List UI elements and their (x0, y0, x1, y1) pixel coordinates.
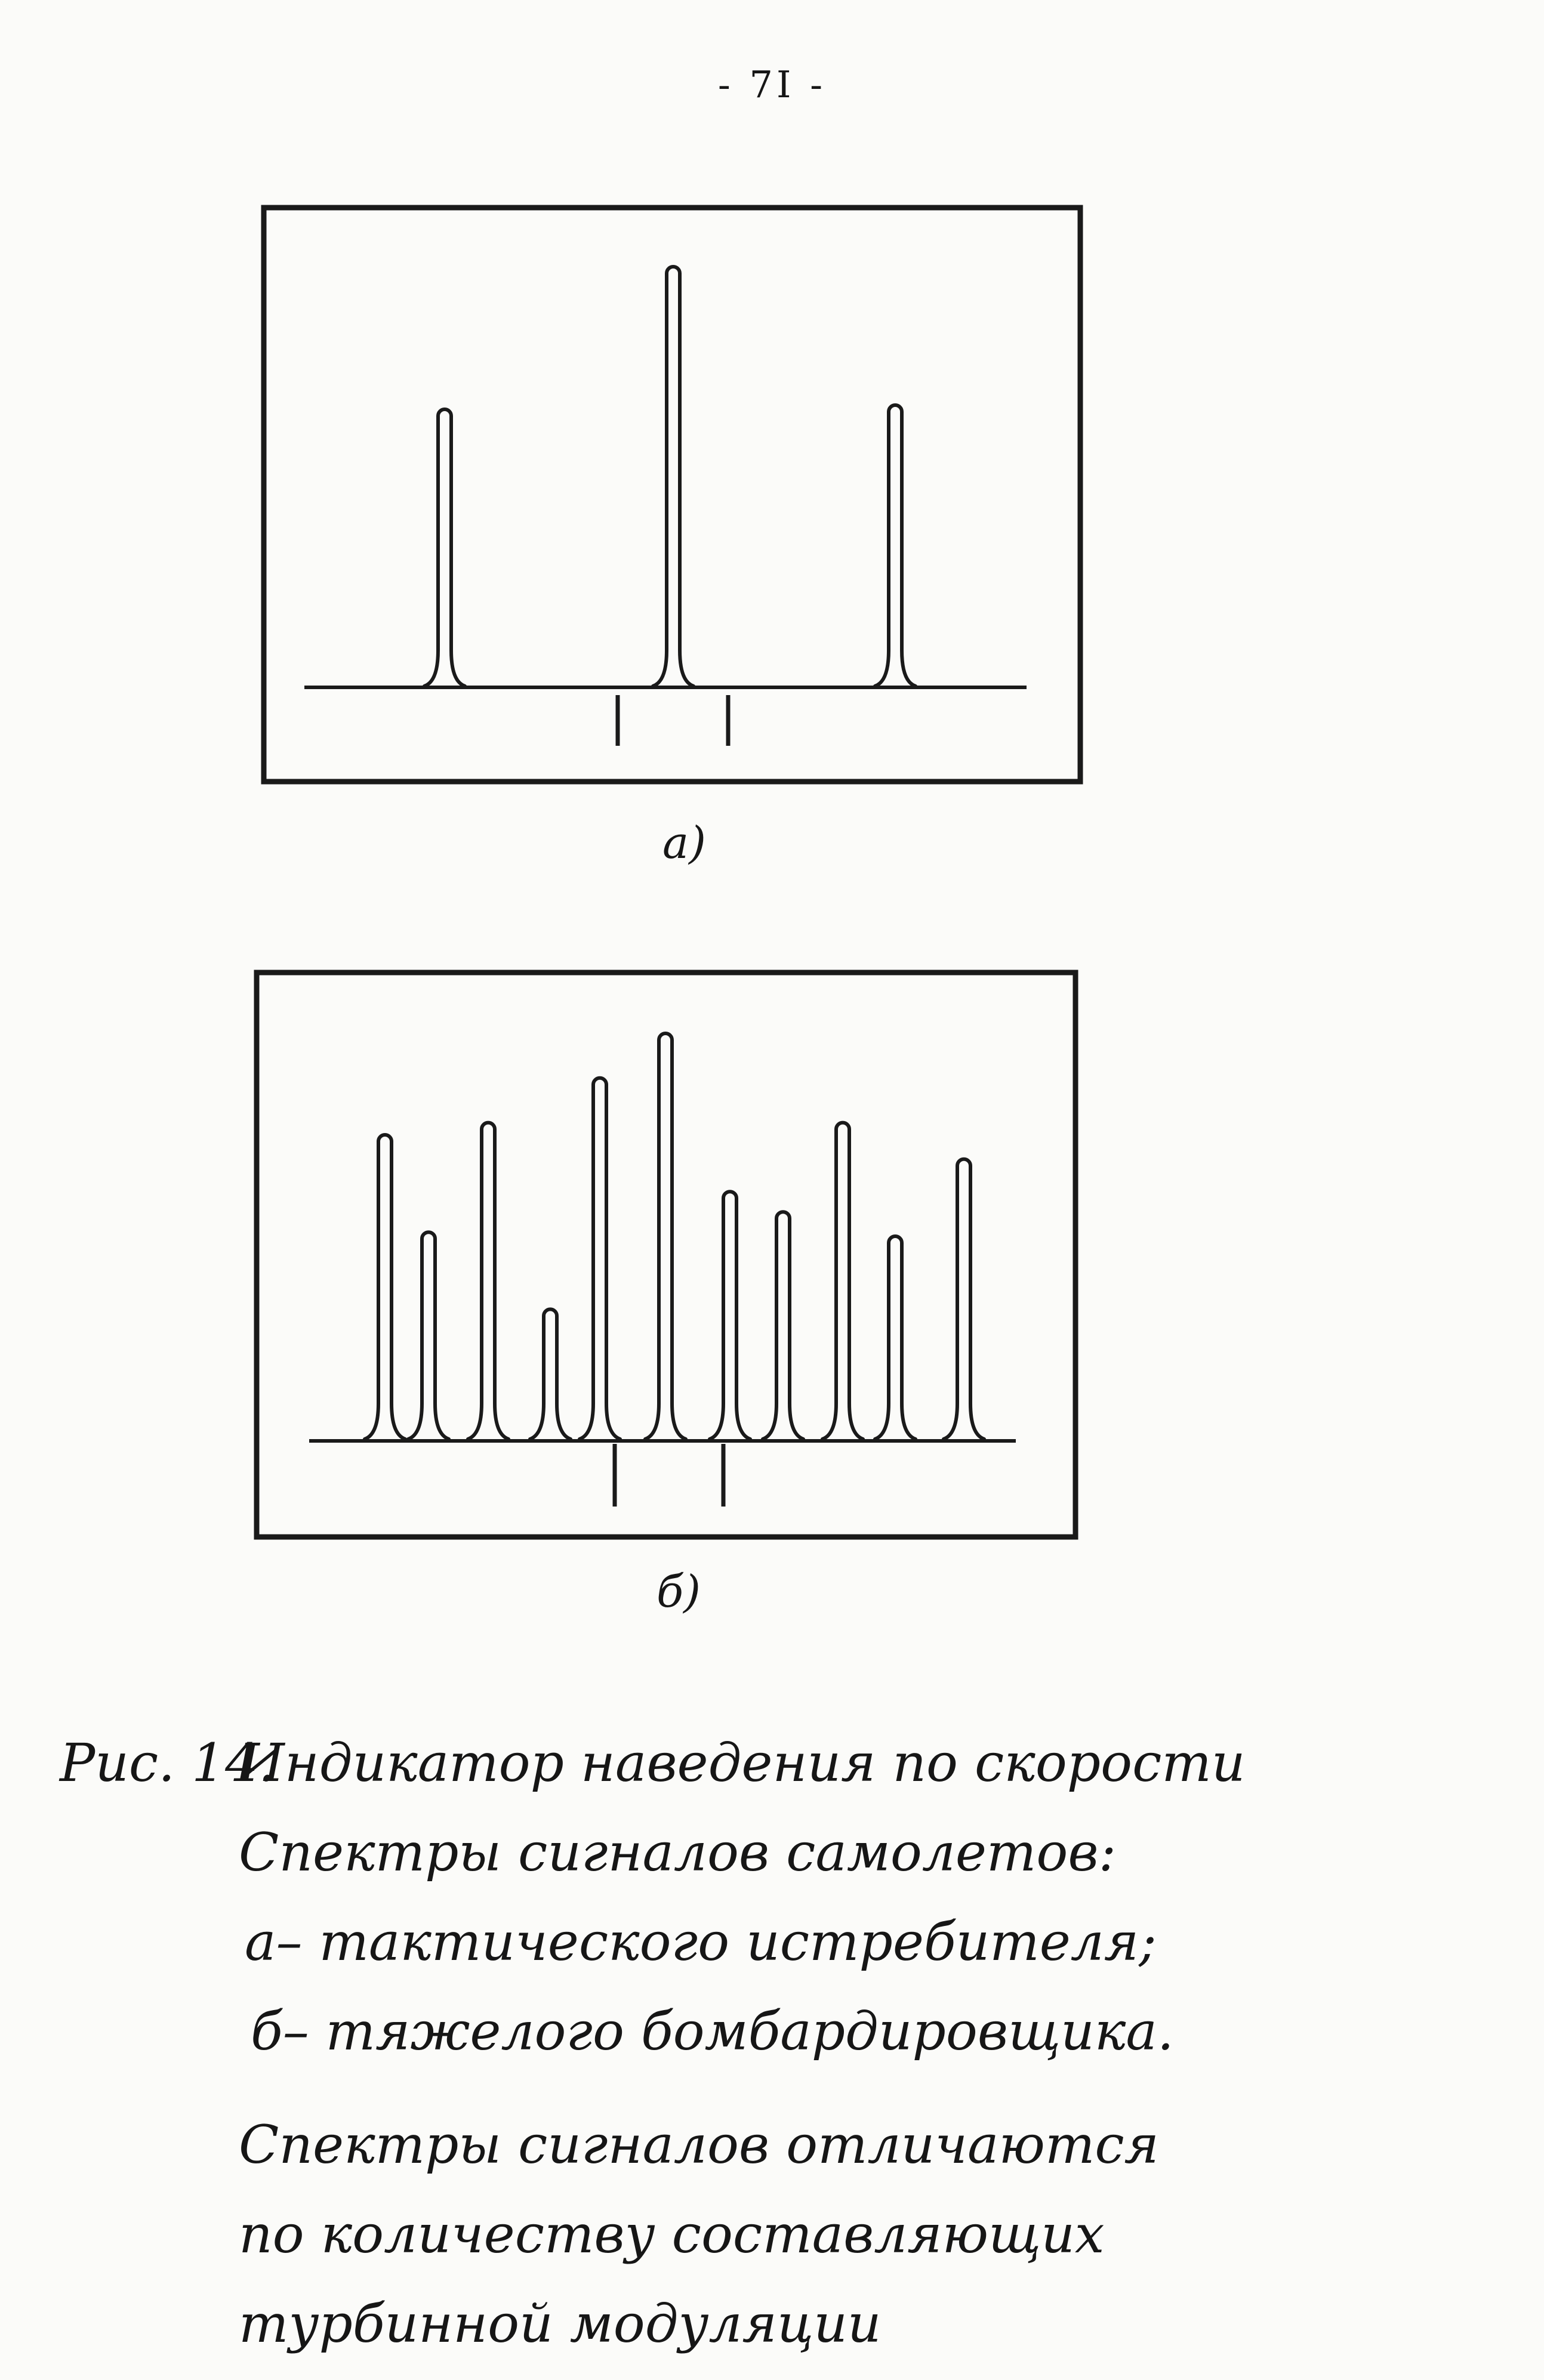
panel-b-peak-5 (580, 1078, 620, 1439)
panel-b-peak-1 (365, 1135, 405, 1439)
panel-b-peak-10 (875, 1236, 916, 1439)
panel-b (257, 973, 1075, 1537)
caption-line-6: по количеству составляющих (239, 2203, 1105, 2265)
figure-caption (60, 1718, 1492, 2369)
panel-a-peak-3 (875, 405, 916, 686)
panel-a-label: а) (662, 817, 706, 869)
panel-b-label: б) (657, 1566, 701, 1617)
panel-a-markers (618, 695, 728, 746)
panel-b-peak-8 (763, 1212, 803, 1439)
panel-a-frame (264, 208, 1080, 782)
caption-title: Индикатор наведения по скорости (239, 1732, 1246, 1794)
caption-line-2: Спектры сигналов самолетов: (239, 1822, 1117, 1883)
panel-b-peak-9 (822, 1123, 863, 1439)
caption-line-5: Спектры сигналов отличаются (239, 2114, 1159, 2175)
panel-b-peak-6 (645, 1033, 686, 1439)
caption-line-4: б– тяжелого бомбардировщика. (251, 2001, 1174, 2062)
panel-b-peaks (365, 1033, 984, 1439)
caption-line-1 (60, 1718, 1492, 1808)
panel-a-peak-1 (424, 409, 465, 686)
panel-a-peaks (424, 267, 916, 686)
panel-b-peak-4 (530, 1309, 571, 1439)
caption-line-7: турбинной модуляции (239, 2293, 882, 2354)
page-number: - 7I - (717, 63, 827, 106)
panel-b-peak-3 (468, 1123, 508, 1439)
panel-b-markers (615, 1444, 723, 1507)
panel-a-peak-2 (653, 267, 694, 686)
panel-b-peak-2 (408, 1232, 449, 1439)
panel-b-peak-7 (710, 1191, 750, 1439)
panel-b-peak-11 (944, 1159, 984, 1439)
figure-number: Рис. 14. (60, 1732, 276, 1794)
panel-a (264, 208, 1080, 782)
caption-line-3: а– тактического истребителя; (245, 1911, 1157, 1972)
